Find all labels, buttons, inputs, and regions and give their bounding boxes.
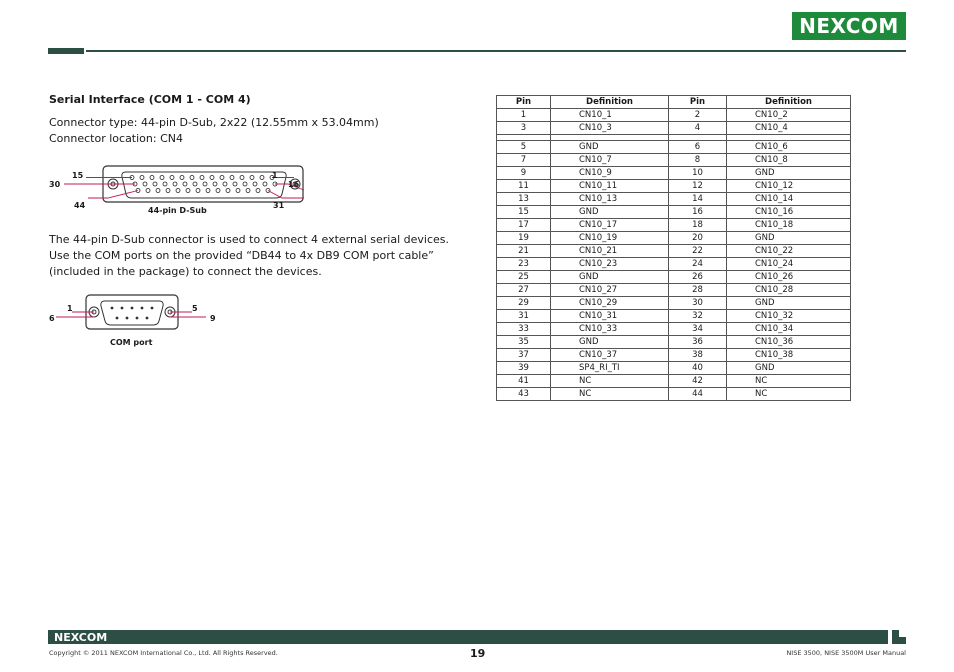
pin-number-cell: 39 [497, 362, 551, 375]
copyright-text: Copyright © 2011 NEXCOM International Co., Ltd. All Rights Reserved. [49, 649, 278, 657]
pin-number-cell: 41 [497, 375, 551, 388]
pin-definition-cell: CN10_19 [551, 232, 669, 245]
table-row [497, 271, 851, 284]
dsub-pin [153, 182, 157, 186]
pin-definition-cell: CN10_36 [727, 336, 851, 349]
pin-definition-cell: CN10_32 [727, 310, 851, 323]
com-pin [151, 307, 154, 310]
pin-number-cell: 3 [497, 122, 551, 135]
dsub-pin [183, 182, 187, 186]
table-row [497, 297, 851, 310]
pin-definition-table [496, 95, 851, 401]
pin-definition-cell: CN10_29 [551, 297, 669, 310]
table-row [497, 310, 851, 323]
pin-number-cell: 30 [669, 297, 727, 310]
pin-definition-cell: GND [551, 336, 669, 349]
pin-number-cell: 29 [497, 297, 551, 310]
pin-number-cell: 19 [497, 232, 551, 245]
dsub-pin [260, 176, 264, 180]
pin-number-cell: 44 [669, 388, 727, 401]
pin-definition-cell: NC [551, 388, 669, 401]
dsub-pin-31-label: 31 [273, 201, 285, 210]
pin-definition-cell: CN10_1 [551, 109, 669, 122]
dsub-pin [263, 182, 267, 186]
pin-definition-cell: CN10_6 [727, 141, 851, 154]
footer-square-icon [899, 637, 906, 644]
table-row [497, 388, 851, 401]
pin-definition-cell: GND [551, 141, 669, 154]
footer-square-icon [892, 637, 899, 644]
dsub-pin-44-label: 44 [74, 201, 86, 210]
pin-definition-cell: NC [727, 375, 851, 388]
pin-definition-cell: CN10_16 [727, 206, 851, 219]
pin-number-cell: 20 [669, 232, 727, 245]
dsub-pin [206, 189, 210, 193]
pin-number-cell: 14 [669, 193, 727, 206]
table-row [497, 258, 851, 271]
dsub-pin [223, 182, 227, 186]
pin-number-cell: 18 [669, 219, 727, 232]
table-row [497, 362, 851, 375]
pin-definition-cell: GND [727, 297, 851, 310]
table-row [497, 232, 851, 245]
pin-definition-cell: GND [727, 167, 851, 180]
dsub-pin [250, 176, 254, 180]
pin-definition-cell: CN10_14 [727, 193, 851, 206]
pin-number-cell: 37 [497, 349, 551, 362]
pin-definition-cell: CN10_3 [551, 122, 669, 135]
pin-definition-cell: CN10_2 [727, 109, 851, 122]
pin-number-cell: 35 [497, 336, 551, 349]
pin-number-cell: 21 [497, 245, 551, 258]
dsub-pin [226, 189, 230, 193]
dsub-pin-16-label: 16 [288, 180, 300, 189]
logo-text: NEXCOM [799, 14, 899, 38]
dsub-pin [173, 182, 177, 186]
pin-number-cell: 24 [669, 258, 727, 271]
pin-definition-cell: CN10_7 [551, 154, 669, 167]
dsub-pin [216, 189, 220, 193]
dsub-pin [170, 176, 174, 180]
table-row [497, 206, 851, 219]
nexcom-logo [792, 12, 906, 40]
header-definition: Definition [727, 96, 851, 109]
pin-number-cell: 36 [669, 336, 727, 349]
pin-definition-cell: CN10_13 [551, 193, 669, 206]
com-pin [131, 307, 134, 310]
header-pin: Pin [669, 96, 727, 109]
pin-number-cell: 22 [669, 245, 727, 258]
dsub-pin [150, 176, 154, 180]
dsub-pin [186, 189, 190, 193]
pin-number-cell: 16 [669, 206, 727, 219]
pin-definition-cell: CN10_28 [727, 284, 851, 297]
dsub-pin [213, 182, 217, 186]
table-body [497, 109, 851, 401]
dsub-pin [193, 182, 197, 186]
com-pin-5-label: 5 [192, 304, 198, 313]
pin-number-cell: 34 [669, 323, 727, 336]
pin-number-cell: 31 [497, 310, 551, 323]
pin-definition-cell: GND [551, 206, 669, 219]
com-pin [146, 317, 149, 320]
table-row [497, 141, 851, 154]
pin-number-cell: 43 [497, 388, 551, 401]
pin-definition-cell: CN10_38 [727, 349, 851, 362]
pin-definition-cell: CN10_21 [551, 245, 669, 258]
pin-definition-cell: CN10_31 [551, 310, 669, 323]
pin-definition-cell: CN10_27 [551, 284, 669, 297]
pin-number-cell: 42 [669, 375, 727, 388]
footer-bar [48, 630, 888, 644]
pin-definition-cell: GND [727, 232, 851, 245]
pin-definition-cell: GND [727, 362, 851, 375]
header-rule [86, 50, 906, 52]
dsub44-diagram [46, 164, 306, 224]
pin-number-cell: 33 [497, 323, 551, 336]
com-pin [126, 317, 129, 320]
com-pin-6-label: 6 [49, 314, 55, 323]
connector-location: Connector location: CN4 [49, 132, 183, 145]
pin-number-cell: 25 [497, 271, 551, 284]
table-row [497, 245, 851, 258]
com-pin [141, 307, 144, 310]
pin-number-cell: 10 [669, 167, 727, 180]
pin-number-cell: 4 [669, 122, 727, 135]
pin-number-cell: 9 [497, 167, 551, 180]
footer-logo: NEXCOM [54, 631, 108, 644]
table-header-row [497, 96, 851, 109]
dsub-pin [160, 176, 164, 180]
pin-number-cell: 5 [497, 141, 551, 154]
dsub-pin [230, 176, 234, 180]
description-line-2: Use the COM ports on the provided “DB44 to 4x DB9 COM port cable” [49, 249, 434, 262]
dsub-pin [156, 189, 160, 193]
dsub-caption: 44-pin D-Sub [148, 206, 207, 215]
table-row [497, 180, 851, 193]
dsub-pin-15-label: 15 [72, 171, 84, 180]
pin-definition-cell: CN10_22 [727, 245, 851, 258]
pin-number-cell: 32 [669, 310, 727, 323]
com-pin [121, 307, 124, 310]
pin-definition-cell: CN10_34 [727, 323, 851, 336]
pin-number-cell: 27 [497, 284, 551, 297]
pin-definition-cell: CN10_26 [727, 271, 851, 284]
header-accent-bar [48, 48, 84, 54]
dsub-pin [243, 182, 247, 186]
com-pin-1-label: 1 [67, 304, 73, 313]
pin-definition-cell: CN10_23 [551, 258, 669, 271]
pin-number-cell: 38 [669, 349, 727, 362]
table-row [497, 122, 851, 135]
dsub-pin [210, 176, 214, 180]
pin-definition-cell: NC [551, 375, 669, 388]
dsub-pin [190, 176, 194, 180]
dsub-pin [253, 182, 257, 186]
dsub-pin [163, 182, 167, 186]
table-row [497, 349, 851, 362]
pin-definition-cell: NC [727, 388, 851, 401]
pin-definition-cell: SP4_RI_TI [551, 362, 669, 375]
dsub-pin [140, 176, 144, 180]
pin-definition-cell: CN10_4 [727, 122, 851, 135]
table-row [497, 375, 851, 388]
pin-definition-cell: CN10_18 [727, 219, 851, 232]
pin-number-cell: 11 [497, 180, 551, 193]
table-row [497, 167, 851, 180]
dsub-pin [196, 189, 200, 193]
pin-definition-cell: GND [551, 271, 669, 284]
pin-number-cell: 23 [497, 258, 551, 271]
com-connector-shell [86, 295, 178, 329]
dsub-pin [240, 176, 244, 180]
com-inner-shell [101, 301, 163, 325]
pin-number-cell: 40 [669, 362, 727, 375]
pin-definition-cell: CN10_37 [551, 349, 669, 362]
com-pin [136, 317, 139, 320]
pin-definition-cell: CN10_24 [727, 258, 851, 271]
dsub-pin [246, 189, 250, 193]
pin-definition-cell: CN10_8 [727, 154, 851, 167]
dsub-pin [176, 189, 180, 193]
pin-number-cell: 15 [497, 206, 551, 219]
dsub-pin-1-label: 1 [272, 171, 278, 180]
com-pin [111, 307, 114, 310]
header-pin: Pin [497, 96, 551, 109]
pin-number-cell: 17 [497, 219, 551, 232]
dsub-pin [203, 182, 207, 186]
dsub-pin-30-label: 30 [49, 180, 61, 189]
page-number: 19 [470, 647, 486, 660]
pin-number-cell: 1 [497, 109, 551, 122]
connector-type: Connector type: 44-pin D-Sub, 2x22 (12.55mm x 53.04mm) [49, 116, 379, 129]
table-row [497, 336, 851, 349]
com-pin [116, 317, 119, 320]
manual-title: NISE 3500, NISE 3500M User Manual [786, 649, 906, 657]
pin-definition-cell: CN10_9 [551, 167, 669, 180]
com-caption: COM port [110, 338, 153, 347]
description-line-1: The 44-pin D-Sub connector is used to connect 4 external serial devices. [49, 233, 450, 246]
table-row [497, 154, 851, 167]
table-row [497, 284, 851, 297]
dsub-pin [143, 182, 147, 186]
com-pin-9-label: 9 [210, 314, 216, 323]
pin-number-cell: 7 [497, 154, 551, 167]
dsub-pin [180, 176, 184, 180]
header-definition: Definition [551, 96, 669, 109]
pin-number-cell: 8 [669, 154, 727, 167]
pin-number-cell: 12 [669, 180, 727, 193]
table-row [497, 109, 851, 122]
table-row [497, 219, 851, 232]
dsub-pin [146, 189, 150, 193]
com-port-diagram [50, 293, 220, 333]
pin-number-cell: 28 [669, 284, 727, 297]
table-row [497, 323, 851, 336]
pin-number-cell: 2 [669, 109, 727, 122]
section-title: Serial Interface (COM 1 - COM 4) [49, 93, 251, 106]
pin-definition-cell: CN10_17 [551, 219, 669, 232]
footer-square-icon [892, 630, 899, 637]
table-row [497, 193, 851, 206]
pin-definition-cell: CN10_12 [727, 180, 851, 193]
dsub-pin [220, 176, 224, 180]
pin-number-cell: 13 [497, 193, 551, 206]
pin-definition-cell: CN10_11 [551, 180, 669, 193]
dsub-pin [236, 189, 240, 193]
pin-number-cell: 6 [669, 141, 727, 154]
dsub-pin [166, 189, 170, 193]
dsub-pin [256, 189, 260, 193]
pin-definition-cell: CN10_33 [551, 323, 669, 336]
pin-number-cell: 26 [669, 271, 727, 284]
description-line-3: (included in the package) to connect the devices. [49, 265, 322, 278]
dsub-pin [200, 176, 204, 180]
dsub-pin [233, 182, 237, 186]
